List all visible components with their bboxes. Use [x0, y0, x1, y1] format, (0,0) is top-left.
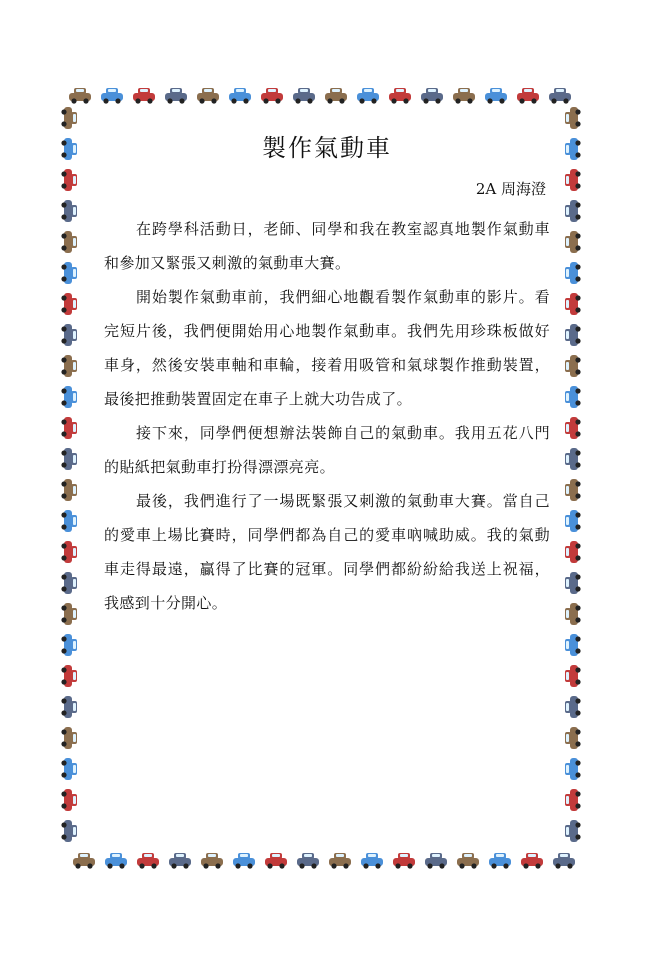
car-icon	[61, 107, 77, 129]
car-icon	[137, 853, 159, 869]
car-icon	[565, 572, 581, 594]
car-icon	[329, 853, 351, 869]
car-icon	[61, 324, 77, 346]
car-icon	[553, 853, 575, 869]
car-icon	[393, 853, 415, 869]
car-icon	[421, 88, 443, 104]
car-icon	[565, 324, 581, 346]
car-icon	[485, 88, 507, 104]
car-icon	[565, 417, 581, 439]
car-icon	[61, 231, 77, 253]
car-icon	[565, 696, 581, 718]
car-icon	[61, 386, 77, 408]
car-icon	[265, 853, 287, 869]
author-name: 2A 周海澄	[475, 180, 546, 198]
car-icon	[325, 88, 347, 104]
car-icon	[61, 789, 77, 811]
car-icon	[61, 355, 77, 377]
car-icon	[61, 541, 77, 563]
car-icon	[565, 231, 581, 253]
car-icon	[233, 853, 255, 869]
car-icon	[229, 88, 251, 104]
paragraph: 開始製作氣動車前，我們細心地觀看製作氣動車的影片。看完短片後，我們便開始用心地製作氣動車。我們先用珍珠板做好車身，然後安裝車軸和車輪，接着用吸管和氣球製作推動裝置，最後把推動裝置固定在車子上就大功告成了。	[104, 288, 550, 408]
car-icon	[565, 820, 581, 842]
car-icon	[361, 853, 383, 869]
car-icon	[61, 417, 77, 439]
car-icon	[457, 853, 479, 869]
car-icon	[61, 262, 77, 284]
car-icon	[565, 448, 581, 470]
car-icon	[565, 603, 581, 625]
car-icon	[297, 853, 319, 869]
car-icon	[261, 88, 283, 104]
car-icon	[105, 853, 127, 869]
car-icon	[565, 107, 581, 129]
car-icon	[565, 386, 581, 408]
document-title: 製作氣動車	[262, 134, 392, 162]
car-icon	[61, 448, 77, 470]
paragraph: 最後，我們進行了一場既緊張又刺激的氣動車大賽。當自己的愛車上場比賽時，同學們都為自己的愛車吶喊助威。我的氣動車走得最遠，贏得了比賽的冠軍。同學們都紛紛給我送上祝福，我感到十分開心。	[104, 492, 550, 612]
essay-body	[104, 212, 550, 620]
car-icon	[565, 293, 581, 315]
car-icon	[565, 634, 581, 656]
car-icon	[293, 88, 315, 104]
car-icon	[69, 88, 91, 104]
car-icon	[61, 603, 77, 625]
car-icon	[101, 88, 123, 104]
car-icon	[61, 758, 77, 780]
car-icon	[565, 169, 581, 191]
car-icon	[133, 88, 155, 104]
car-icon	[425, 853, 447, 869]
car-icon	[565, 262, 581, 284]
car-icon	[517, 88, 539, 104]
car-icon	[61, 696, 77, 718]
car-icon	[565, 665, 581, 687]
car-icon	[61, 572, 77, 594]
car-icon	[565, 200, 581, 222]
car-icon	[565, 758, 581, 780]
car-icon	[61, 200, 77, 222]
car-icon	[61, 820, 77, 842]
car-icon	[565, 789, 581, 811]
car-icon	[201, 853, 223, 869]
car-icon	[489, 853, 511, 869]
car-icon	[453, 88, 475, 104]
car-icon	[197, 88, 219, 104]
car-icon	[565, 541, 581, 563]
car-icon	[565, 727, 581, 749]
car-icon	[61, 510, 77, 532]
car-icon	[565, 355, 581, 377]
car-icon	[521, 853, 543, 869]
paragraph: 接下來，同學們便想辦法裝飾自己的氣動車。我用五花八門的貼紙把氣動車打扮得漂漂亮亮。	[104, 424, 550, 476]
car-icon	[565, 510, 581, 532]
car-icon	[169, 853, 191, 869]
car-icon	[61, 479, 77, 501]
car-icon	[61, 293, 77, 315]
car-icon	[61, 634, 77, 656]
car-icon	[565, 479, 581, 501]
car-icon	[61, 665, 77, 687]
car-icon	[549, 88, 571, 104]
car-icon	[389, 88, 411, 104]
car-icon	[357, 88, 379, 104]
car-icon	[61, 727, 77, 749]
paragraph: 在跨學科活動日，老師、同學和我在教室認真地製作氣動車和參加又緊張又刺激的氣動車大賽。	[104, 220, 550, 272]
car-icon	[73, 853, 95, 869]
car-icon	[61, 169, 77, 191]
car-icon	[165, 88, 187, 104]
